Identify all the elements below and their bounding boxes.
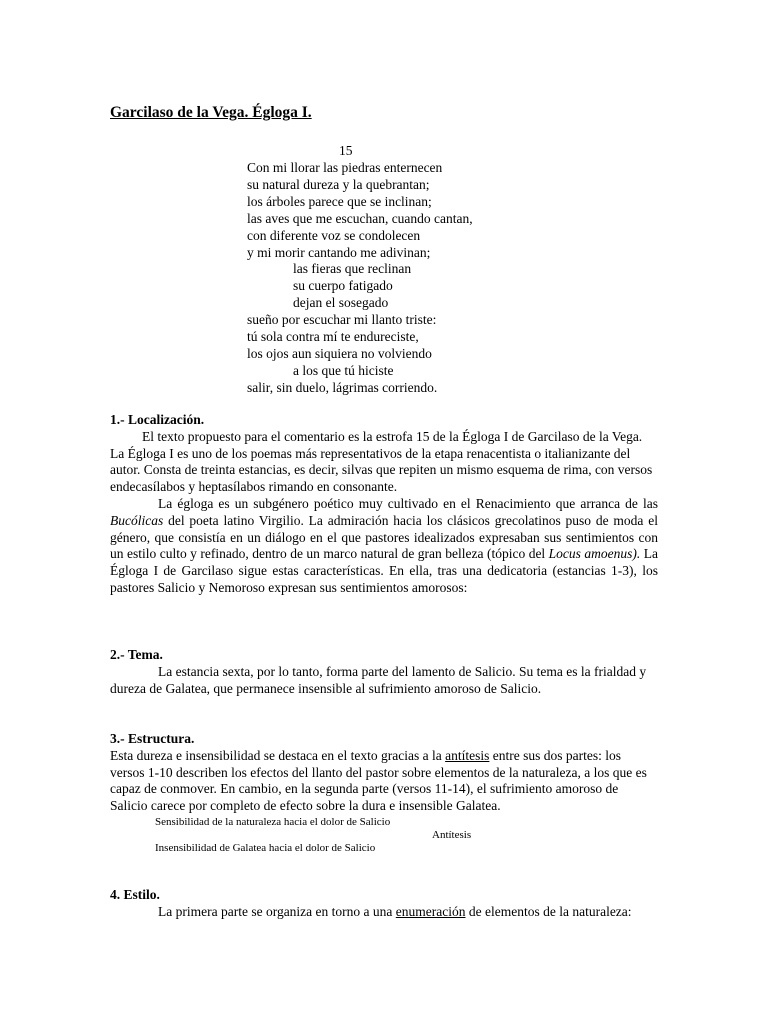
stanza-number: 15 (339, 143, 353, 158)
paragraph (110, 496, 658, 597)
poem-line: y mi morir cantando me adivinan; (247, 244, 431, 260)
paragraph: La estancia sexta, por lo tanto, forma parte del lamento de Salicio. Su tema es la frialdad y dureza de Galatea, que permanece insensible al sufrimiento amoroso de Salicio. (110, 663, 647, 696)
section-estilo (110, 887, 658, 921)
section-tema (110, 647, 658, 697)
underlined-text: antítesis (445, 747, 490, 763)
section-heading: 4. Estilo. (110, 887, 160, 902)
poem-line: las fieras que reclinan (293, 261, 412, 277)
poem-line: dejan el sosegado (293, 295, 389, 311)
section-heading: 1.- Localización. (110, 412, 205, 427)
document-title: Garcilaso de la Vega. Égloga I. (110, 104, 312, 121)
poem-line: tú sola contra mí te endureciste, (247, 329, 419, 345)
poem-line: las aves que me escuchan, cuando cantan, (247, 210, 473, 226)
text-run: de elementos de la naturaleza: (465, 903, 632, 919)
poem-line: Con mi llorar las piedras enternecen (247, 160, 443, 175)
poem-line: los árboles parece que se inclinan; (247, 193, 432, 209)
antithesis-diagram (110, 815, 658, 855)
poem-line: salir, sin duelo, lágrimas corriendo. (247, 379, 438, 395)
diagram-label-antithesis: Antítesis (432, 828, 472, 841)
section-estructura (110, 731, 658, 855)
poem-line: con diferente voz se condolecen (247, 227, 421, 243)
text-run: del poeta latino Virgilio. La admiración hacia los clásicos grecolatinos puso de moda el género, que consistía en un diálogo en el que pastores idealizados expresaban sus sentimientos con un estilo culto y refinado, dentro de un marco natural de gran belleza (tópico del (110, 512, 658, 562)
italic-text: Bucólicas (110, 512, 164, 528)
poem-line: sueño por escuchar mi llanto triste: (247, 312, 437, 328)
paragraph: El texto propuesto para el comentario es la estrofa 15 de la Égloga I de Garcilaso de la Vega. La Égloga I es uno de los poemas más representativos de la etapa renacentista o italianizante del autor. Consta de treinta estancias, es decir, silvas que repiten un mismo esquema de rima, con versos endecasílabos y heptasílabos rimando en consonante. (110, 428, 653, 495)
text-run: La primera parte se organiza en torno a una (158, 903, 396, 919)
paragraph (110, 748, 658, 815)
poem-line: su natural dureza y la quebrantan; (247, 176, 430, 192)
poem (247, 160, 473, 397)
section-localizacion (110, 412, 658, 597)
poem-line: los ojos aun siquiera no volviendo (247, 345, 432, 361)
section-heading: 3.- Estructura. (110, 731, 195, 746)
diagram-line-nature: Sensibilidad de la naturaleza hacia el dolor de Salicio (155, 815, 391, 828)
text-run: Esta dureza e insensibilidad se destaca en el texto gracias a la (110, 747, 446, 763)
poem-line: a los que tú hiciste (293, 362, 394, 378)
diagram-line-galatea: Insensibilidad de Galatea hacia el dolor de Salicio (155, 841, 376, 854)
poem-line: su cuerpo fatigado (293, 278, 393, 294)
underlined-text: enumeración (395, 903, 466, 919)
text-run: La égloga es un subgénero poético muy cultivado en el Renacimiento que arranca de las (158, 495, 658, 511)
text-run: La Égloga I de Garcilaso sigue estas características. En ella, tras una dedicatoria (estancias 1-3), los pastores Salicio y Nemoroso expresan sus sentimientos amorosos: (110, 546, 658, 595)
section-heading: 2.- Tema. (110, 647, 163, 662)
paragraph (110, 904, 658, 921)
text-run: entre sus dos partes: los versos 1-10 describen los efectos del llanto del pastor sobre elementos de la naturaleza, a los que es capaz de conmover. En cambio, en la segunda parte (versos 11-14), el sufrimiento amoroso de Salicio carece por completo de efecto sobre la dura e insensible Galatea. (110, 747, 647, 814)
italic-text: Locus amoenus). (548, 546, 641, 562)
